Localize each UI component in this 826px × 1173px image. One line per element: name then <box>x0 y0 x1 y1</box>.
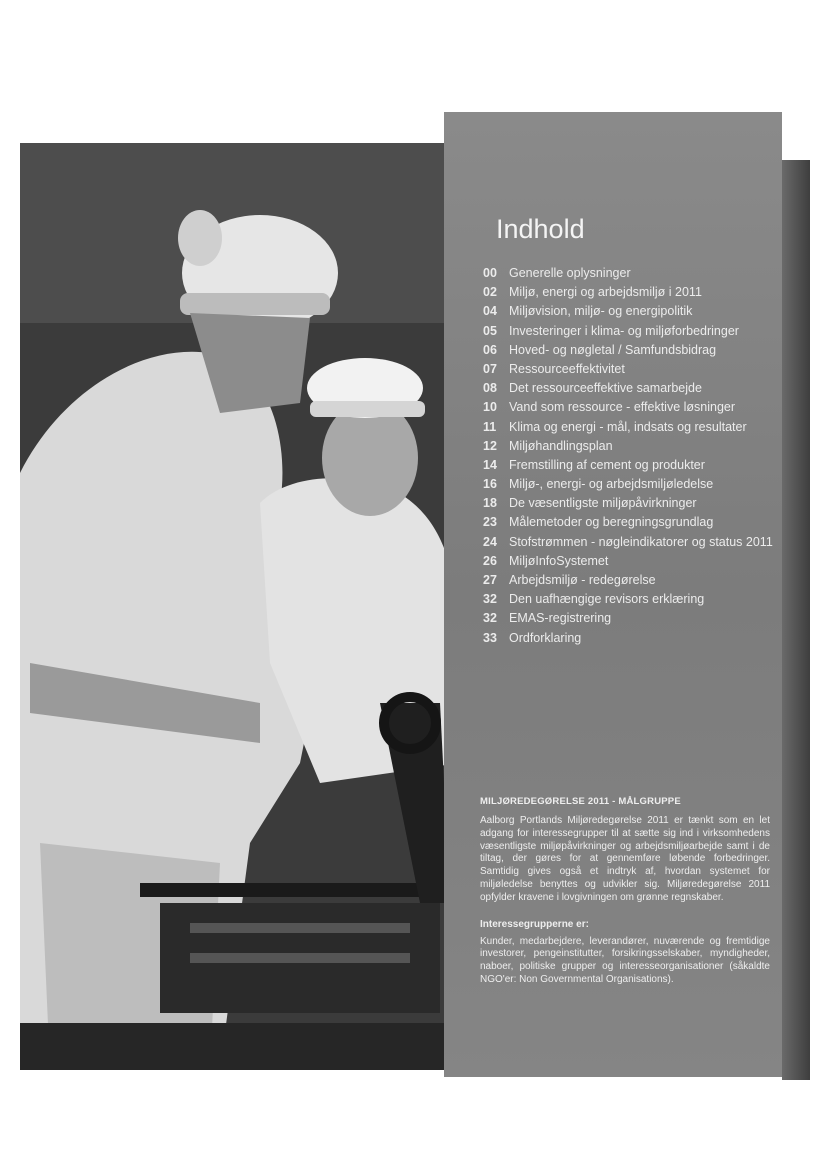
toc-item-label: Den uafhængige revisors erklæring <box>509 592 705 607</box>
toc-page-number: 24 <box>483 534 497 549</box>
toc-item[interactable] <box>483 379 773 398</box>
toc-item-label: Miljøvision, miljø- og energipolitik <box>509 304 693 319</box>
toc-item-label: Stofstrømmen - nøgleindikatorer og status 2011 <box>509 534 773 549</box>
toc-item[interactable] <box>483 398 773 417</box>
toc-page-number: 18 <box>483 496 497 511</box>
toc-page-number: 16 <box>483 477 497 492</box>
toc-item[interactable] <box>483 360 773 379</box>
toc-item-label: Klima og energi - mål, indsats og resultater <box>509 419 747 434</box>
toc-item[interactable] <box>483 494 773 513</box>
toc-item[interactable] <box>483 571 773 590</box>
panel-edge-shadow <box>782 160 810 1080</box>
toc-item-label: Investeringer i klima- og miljøforbedringer <box>509 323 739 338</box>
toc-item-label: EMAS-registrering <box>509 611 612 626</box>
toc-item-label: Miljøhandlingsplan <box>509 438 613 453</box>
toc-item[interactable] <box>483 552 773 571</box>
stakeholders-heading: Interessegrupperne er: <box>480 918 589 930</box>
toc-item[interactable] <box>483 437 773 456</box>
cover-photo-workers <box>20 143 480 1070</box>
toc-page-number: 26 <box>483 553 497 568</box>
toc-page-number: 07 <box>483 361 497 376</box>
toc-item-label: Ordforklaring <box>509 630 582 645</box>
toc-item[interactable] <box>483 456 773 475</box>
toc-item-label: Miljø, energi og arbejdsmiljø i 2011 <box>509 285 702 300</box>
toc-item[interactable] <box>483 418 773 437</box>
toc-item-label: Miljø-, energi- og arbejdsmiljøledelse <box>509 477 714 492</box>
toc-item-label: MiljøInfoSystemet <box>509 553 609 568</box>
toc-page-number: 27 <box>483 573 497 587</box>
toc-item[interactable] <box>483 283 773 302</box>
toc-item[interactable] <box>483 609 773 628</box>
toc-item-label: Hoved- og nøgletal / Samfundsbidrag <box>509 342 717 357</box>
toc-item[interactable] <box>483 629 773 648</box>
toc-page-number: 32 <box>483 611 497 626</box>
toc-page-number: 05 <box>483 323 497 338</box>
toc-item[interactable] <box>483 264 773 283</box>
toc-page-number: 23 <box>483 515 497 530</box>
toc-page-number: 14 <box>483 457 497 472</box>
table-of-contents <box>483 264 773 648</box>
toc-page-number: 33 <box>483 630 497 645</box>
toc-page-number: 04 <box>483 304 497 319</box>
target-group-section <box>480 796 770 987</box>
toc-item-label: Målemetoder og beregningsgrundlag <box>509 515 714 530</box>
toc-page-number: 08 <box>483 381 497 396</box>
toc-page-number: 12 <box>483 438 497 453</box>
toc-item[interactable] <box>483 533 773 552</box>
toc-page-number: 32 <box>483 592 497 607</box>
toc-page-number: 00 <box>483 266 497 280</box>
toc-page-number: 02 <box>483 285 497 300</box>
toc-item[interactable] <box>483 302 773 321</box>
toc-item-label: Ressourceeffektivitet <box>509 361 625 376</box>
target-group-heading: MILJØREDEGØRELSE 2011 - MÅLGRUPPE <box>480 796 681 807</box>
toc-item[interactable] <box>483 513 773 532</box>
toc-item-label: De væsentligste miljøpåvirkninger <box>509 496 697 511</box>
toc-item-label: Fremstilling af cement og produkter <box>509 457 705 472</box>
target-group-body: Aalborg Portlands Miljøredegørelse 2011 er tænkt som en let adgang for interessegrupper til at sætte sig ind i virksomhedens væsentligste miljøpåvirkninger og arbejdsmiljøarbejde samt i de tiltag, der gøres for at gennemføre løbende forbedringer. Samtidig gives også et indtryk af, hvordan systemet for miljøledelse benyttes og udvikler sig. Miljøredegørelse 2011 opfylder kravene i lovgivningen om grønne regnskaber. <box>480 815 770 903</box>
toc-page-number: 06 <box>483 342 497 357</box>
toc-item[interactable] <box>483 322 773 341</box>
toc-item-label: Generelle oplysninger <box>509 266 631 280</box>
toc-item-label: Arbejdsmiljø - redegørelse <box>509 573 656 587</box>
toc-item[interactable] <box>483 590 773 609</box>
toc-item[interactable] <box>483 341 773 360</box>
toc-page-number: 11 <box>483 419 497 434</box>
toc-item[interactable] <box>483 475 773 494</box>
toc-item-label: Det ressourceeffektive samarbejde <box>509 381 702 396</box>
toc-item-label: Vand som ressource - effektive løsninger <box>509 400 736 415</box>
workers-illustration <box>20 143 480 1070</box>
stakeholders-list: Kunder, medarbejdere, leverandører, nuværende og fremtidige investorer, pengeinstitutter, forsikringsselskaber, myndigheder, naboer, politiske grupper og interesseorganisationer (såkaldte NGO'er: Non Governmental Organisations). <box>480 935 770 985</box>
toc-page-number: 10 <box>483 400 497 415</box>
toc-title: Indhold <box>496 214 585 244</box>
